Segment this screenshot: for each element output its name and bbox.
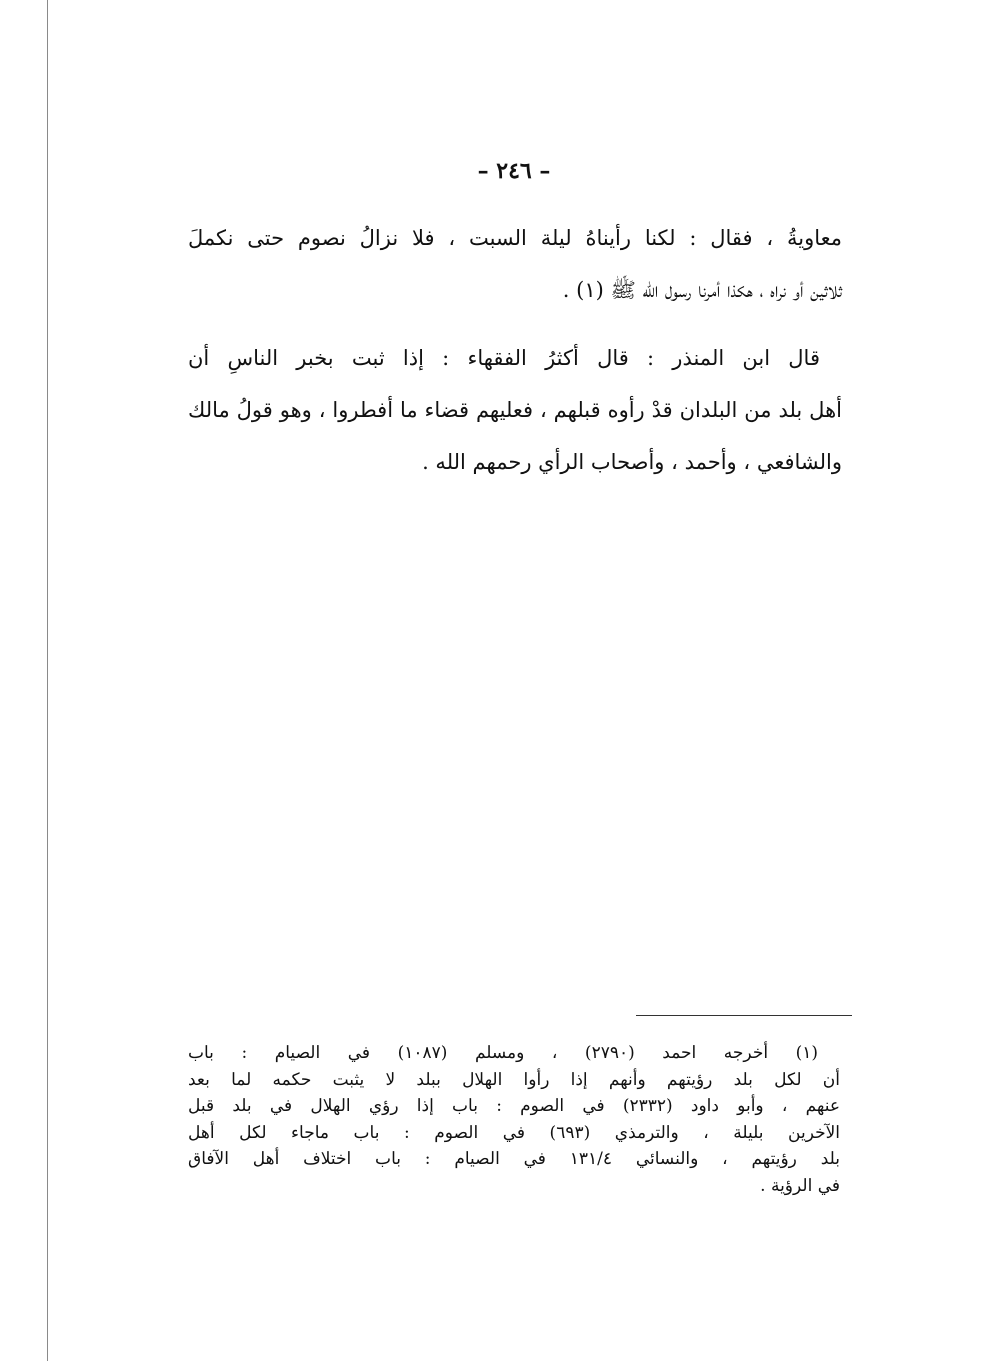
footnote-line-1: (١) أخرجه احمد (٢٧٩٠) ، ومسلم (١٠٨٧) في الصيام : باب: [188, 1043, 819, 1063]
footnote-block: [188, 1040, 840, 1199]
footnote-line-6: في الرؤية .: [760, 1175, 840, 1196]
footnote-line-2: أن لكل بلد رؤيتهم وأنهم إذا رأوا الهلال ببلد لا يثبت حكمه لما بعد: [188, 1069, 840, 1090]
paragraph-2-line-3: والشافعي ، وأحمد ، وأصحاب الرأي رحمهم الله .: [422, 450, 842, 474]
page-number: – ٢٤٦ –: [477, 158, 551, 184]
footnote-line-4: الآخرين بليلة ، والترمذي (٦٩٣) في الصوم : باب ماجاء لكل أهل: [188, 1122, 841, 1143]
paragraph-1-line-2: ثلاثين أو نراه ، هكذا أمرنا رسول الله ﷺ (١) .: [562, 278, 842, 302]
paragraph-2-line-2: أهل بلد من البلدان قدْ رأوه قبلهم ، فعليهم قضاء ما أفطروا ، وهو قولُ مالك: [188, 398, 842, 422]
page-binding-edge: [47, 0, 48, 1361]
footnote-separator: [636, 1015, 852, 1016]
paragraph-2: [188, 332, 842, 488]
footnote-line-3: عنهم ، وأبو داود (٢٣٣٢) في الصوم : باب إذا رؤي الهلال في بلد قبل: [188, 1096, 840, 1116]
footnote-line-5: بلد رؤيتهم ، والنسائي ١٣١/٤ في الصيام : باب اختلاف أهل الآفاق: [188, 1149, 840, 1169]
paragraph-1: [188, 212, 842, 316]
paragraph-1-line-1: معاويةُ ، فقال : لكنا رأيناهُ ليلة السبت ، فلا نزالُ نصوم حتى نكملَ: [188, 226, 842, 250]
paragraph-2-line-1: قال ابن المنذر : قال أكثرُ الفقهاء : إذا ثبت بخبر الناسِ أن: [188, 346, 820, 370]
